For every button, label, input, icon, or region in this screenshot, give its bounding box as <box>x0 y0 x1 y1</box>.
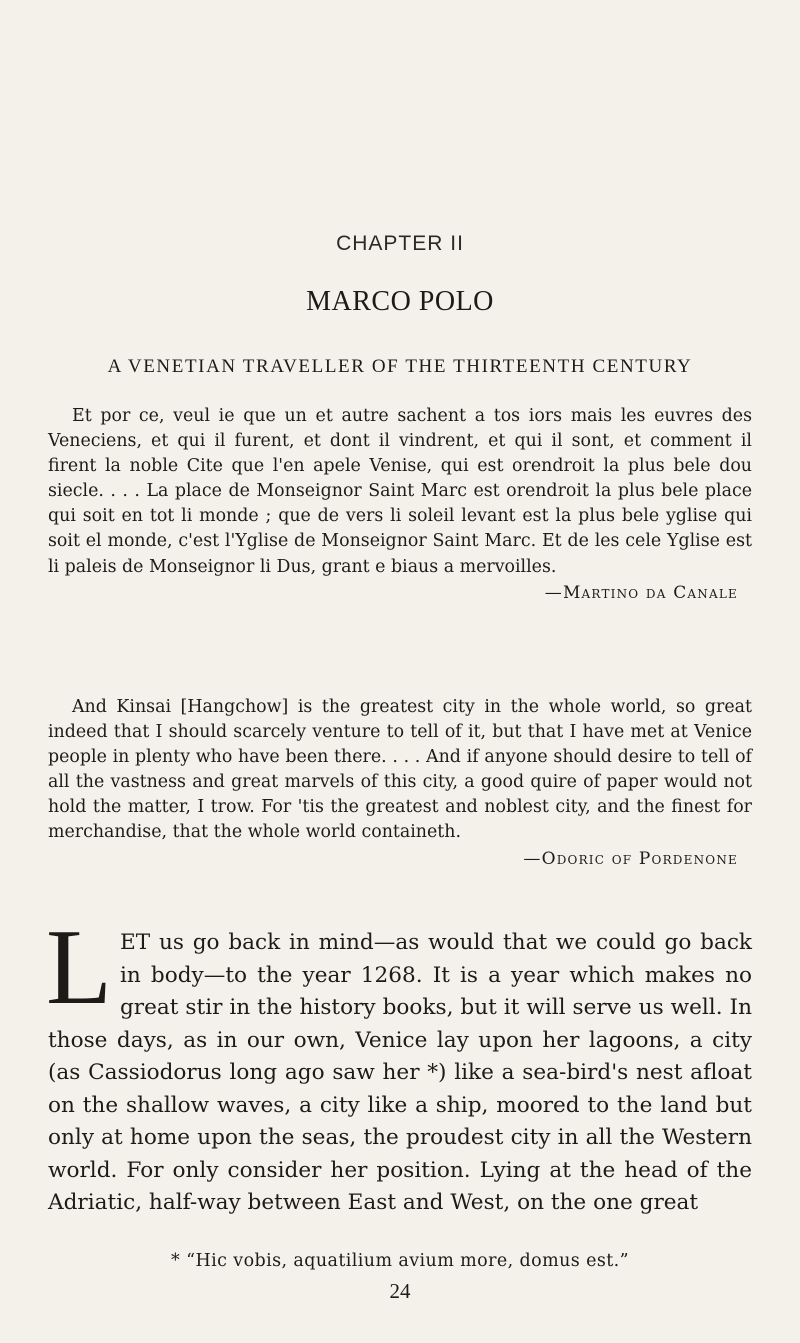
chapter-label: CHAPTER II <box>336 232 464 255</box>
page-number: 24 <box>389 1279 411 1303</box>
epigraph-canale <box>48 404 752 606</box>
footnote: * “Hic vobis, aquatilium avium more, domus est.” <box>171 1251 629 1271</box>
epigraph-odoric <box>48 695 752 872</box>
body-paragraph <box>46 908 752 1220</box>
epigraph-text: And Kinsai [Hangchow] is the greatest city in the whole world, so great indeed that I should scarcely venture to tell of it, but that I have met at Venice people in plenty who have been there. . . . And if anyone should desire to tell of all the vastness and great marvels of this city, a good quire of paper would not hold the matter, I trow. For 'tis the greatest and noblest city, and the finest for merchandise, that the whole world containeth. <box>48 697 752 843</box>
body-text: us go back in mind—as would that we could go back in body—to the year 1268. It is a year which makes no great stir in the history books, but it will serve us well. In those days, as in our own, Venice lay upon her lagoons, a city (as Cassiodorus long ago saw her *) like a sea-bird's nest afloat on the shallow waves, a city like a ship, moored to the land but only at home upon the seas, the proudest city in all the Western world. For only consider her position. Lying at the head of the Adriatic, half-way between East and West, on the one great <box>48 930 752 1215</box>
first-word-rest: ET <box>119 930 151 955</box>
epigraph-text: Et por ce, veul ie que un et autre sachent a tos iors mais les euvres des Veneciens, et qui il furent, et dont il vindrent, et qui il sont, et comment il firent la noble Cite que l'en apele Venise, qui est orendroit la plus bele dou siecle. . . . La place de Monseignor Saint Marc est orendroit la plus bele place qui soit en tot li monde ; que de vers li soleil levant est la plus bele yglise qui soit el monde, c'est l'Yglise de Monseignor Saint Marc. Et de les cele Yglise est li paleis de Monseignor li Dus, grant e biaus a mervoilles. <box>48 406 752 577</box>
drop-cap: L <box>46 908 112 1027</box>
chapter-subtitle: A VENETIAN TRAVELLER OF THE THIRTEENTH CENTURY <box>107 356 693 377</box>
chapter-title: MARCO POLO <box>306 286 494 317</box>
epigraph-attribution: —Martino da Canale <box>544 582 738 603</box>
epigraph-attribution: —Odoric of Pordenone <box>523 848 738 869</box>
